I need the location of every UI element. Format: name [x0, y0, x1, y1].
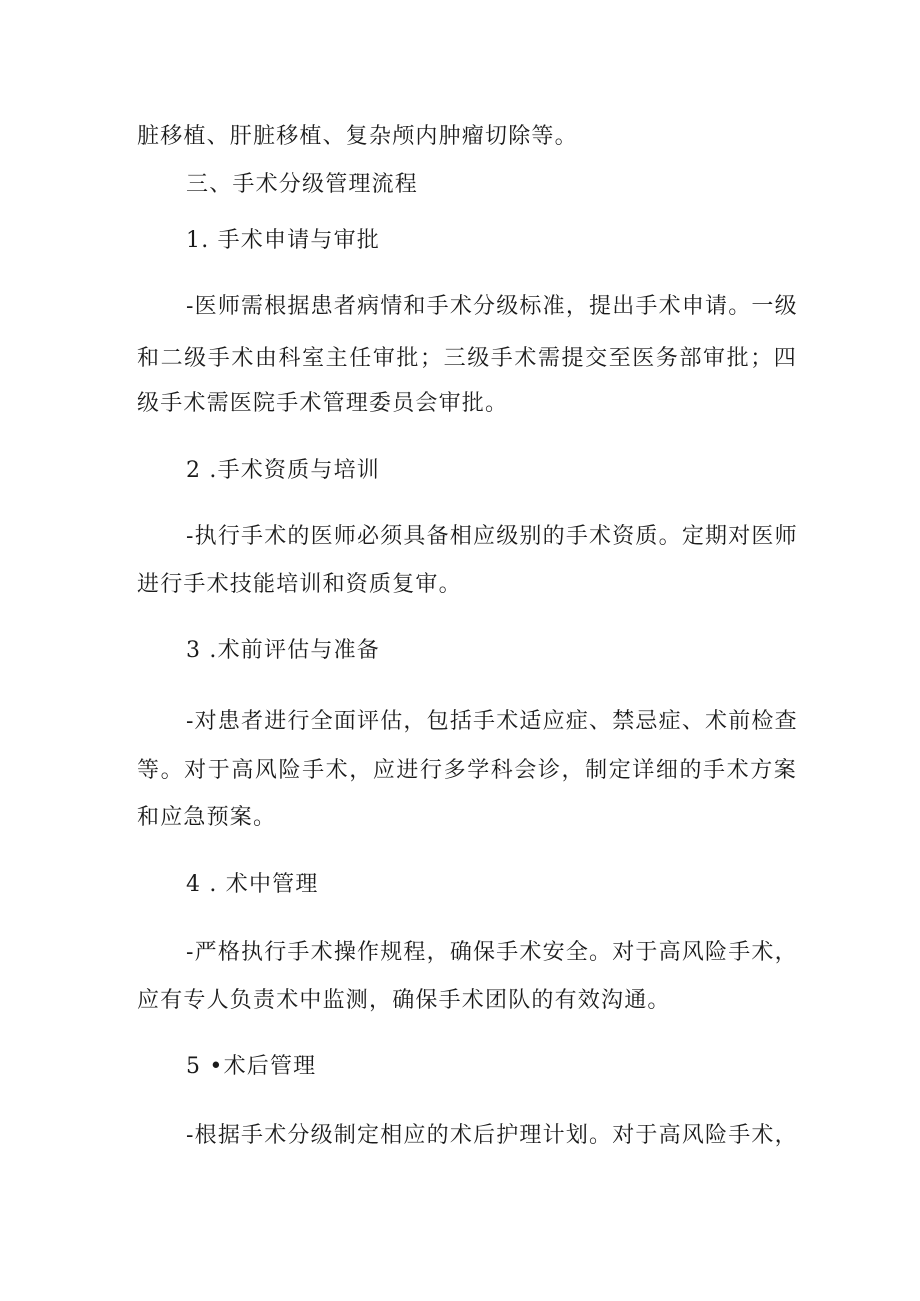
- continuation-line: 脏移植、肝脏移植、复杂颅内肿瘤切除等。: [137, 124, 578, 149]
- item-heading-2: 2 .手术资质与培训: [186, 458, 380, 483]
- item-1-line-3: 级手术需医院手术管理委员会审批。: [137, 391, 509, 416]
- item-heading-1: 1. 手术申请与审批: [186, 228, 380, 253]
- item-1-line-1: -医师需根据患者病情和手术分级标准，提出手术申请。一级: [186, 294, 798, 319]
- item-heading-5: 5 •术后管理: [186, 1054, 317, 1079]
- item-heading-4: 4 . 术中管理: [186, 872, 319, 897]
- section-heading: 三、手术分级管理流程: [186, 172, 419, 197]
- item-2-line-2: 进行手术技能培训和资质复审。: [137, 572, 462, 597]
- item-4-line-1: -严格执行手术操作规程，确保手术安全。对于高风险手术，: [186, 940, 798, 965]
- item-heading-3: 3 .术前评估与准备: [186, 638, 380, 663]
- item-4-line-2: 应有专人负责术中监测，确保手术团队的有效沟通。: [137, 988, 671, 1013]
- item-5-line-1: -根据手术分级制定相应的术后护理计划。对于高风险手术，: [186, 1123, 798, 1148]
- item-3-line-1: -对患者进行全面评估，包括手术适应症、禁忌症、术前检查: [186, 709, 798, 734]
- item-3-line-3: 和应急预案。: [137, 805, 277, 830]
- item-1-line-2: 和二级手术由科室主任审批；三级手术需提交至医务部审批；四: [137, 346, 797, 371]
- item-3-line-2: 等。对于高风险手术，应进行多学科会诊，制定详细的手术方案: [137, 758, 797, 783]
- item-2-line-1: -执行手术的医师必须具备相应级别的手术资质。定期对医师: [186, 524, 798, 549]
